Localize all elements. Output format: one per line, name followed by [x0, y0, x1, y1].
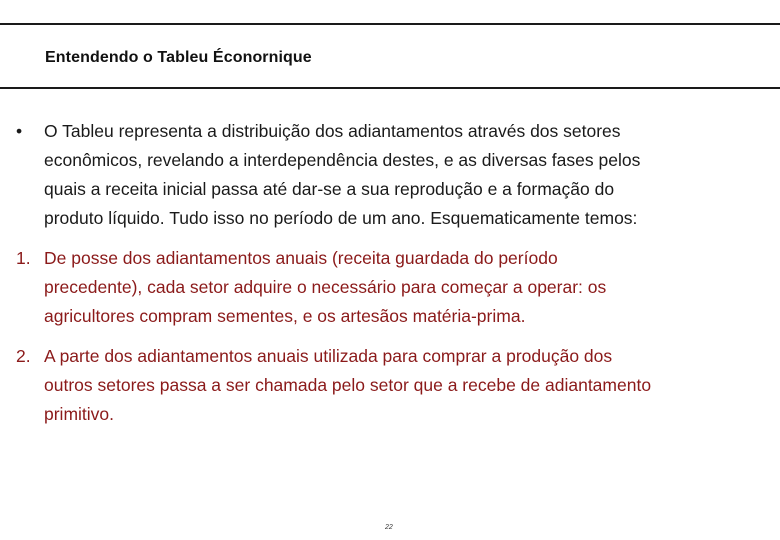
slide-body [16, 117, 656, 429]
page-number: 22 [385, 524, 393, 531]
bullet-marker: • [16, 121, 23, 141]
bullet-item [16, 117, 656, 233]
item-text: De posse dos adiantamentos anuais (receita guardada do período precedente), cada setor adquire o necessário para começar a operar: os agricultores compram sementes, e os artesãos matéria-prima. [44, 248, 607, 326]
item-number: 2. [16, 346, 31, 366]
numbered-item-1 [16, 244, 656, 331]
top-divider [0, 23, 780, 25]
item-text: A parte dos adiantamentos anuais utilizada para comprar a produção dos outros setores passa a ser chamada pelo setor que a recebe de adiantamento primitivo. [44, 346, 652, 424]
slide-title: Entendendo o Tableu Éconornique [45, 49, 312, 66]
bullet-text: O Tableu representa a distribuição dos adiantamentos através dos setores econômicos, revelando a interdependência destes, e as diversas fases pelos quais a receita inicial passa até dar-se a sua reprodução e a formação do produto líquido. Tudo isso no período de um ano. Esquematicamente temos: [44, 121, 641, 228]
numbered-item-2 [16, 342, 656, 429]
item-number: 1. [16, 248, 31, 268]
title-divider [0, 87, 780, 89]
